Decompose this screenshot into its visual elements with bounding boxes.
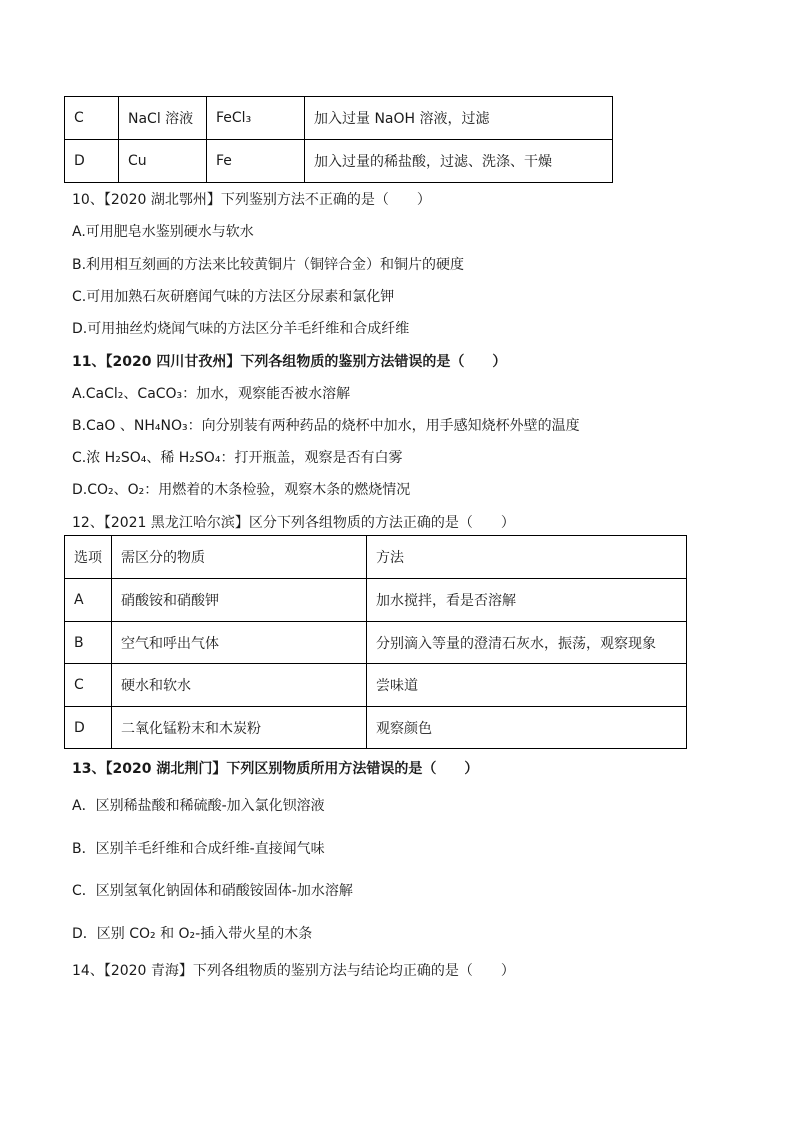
question-11-stem: 11、【2020 四川甘孜州】下列各组物质的鉴别方法错误的是（ ） [72,354,507,370]
question-10-stem: 10、【2020 湖北鄂州】下列鉴别方法不正确的是（ ） [72,192,431,208]
question-11-option-d: D.CO₂、O₂：用燃着的木条检验，观察木条的燃烧情况 [72,482,411,498]
table-cell: FeCl₃ [207,97,305,140]
table-cell: 空气和呼出气体 [112,622,367,664]
question-10-option-b: B.利用相互刻画的方法来比较黄铜片（铜锌合金）和铜片的硬度 [72,257,465,273]
table-cell: Cu [119,140,207,183]
table-cell: 观察颜色 [367,707,687,749]
table-header: 需区分的物质 [112,536,367,579]
question-11-option-b: B.CaO 、NH₄NO₃：向分别装有两种药品的烧杯中加水，用手感知烧杯外壁的温度 [72,418,580,434]
question-11-option-c: C.浓 H₂SO₄、稀 H₂SO₄：打开瓶盖，观察是否有白雾 [72,450,403,466]
table-cell: B [65,622,112,664]
table-header-row [65,536,687,579]
question-13-stem: 13、【2020 湖北荆门】下列区别物质所用方法错误的是（ ） [72,761,479,777]
table-row [65,622,687,664]
question-13-option-a: A．区别稀盐酸和稀硫酸-加入氯化钡溶液 [72,798,325,814]
table-cell: C [65,664,112,707]
table-q9-continued [64,96,613,183]
question-10-option-a: A.可用肥皂水鉴别硬水与软水 [72,224,254,240]
table-cell: 加入过量 NaOH 溶液，过滤 [305,97,613,140]
question-12-stem: 12、【2021 黑龙江哈尔滨】区分下列各组物质的方法正确的是（ ） [72,515,515,531]
table-row [65,97,613,140]
table-cell: NaCl 溶液 [119,97,207,140]
question-13-option-d: D．区别 CO₂ 和 O₂-插入带火星的木条 [72,926,313,942]
table-row [65,664,687,707]
table-cell: A [65,579,112,622]
question-14-stem: 14、【2020 青海】下列各组物质的鉴别方法与结论均正确的是（ ） [72,963,515,979]
table-cell: Fe [207,140,305,183]
table-row [65,579,687,622]
question-13-option-c: C．区别氢氧化钠固体和硝酸铵固体-加水溶解 [72,883,353,899]
question-11-option-a: A.CaCl₂、CaCO₃：加水，观察能否被水溶解 [72,386,351,402]
table-cell: 分别滴入等量的澄清石灰水，振荡，观察现象 [367,622,687,664]
table-header: 选项 [65,536,112,579]
table-cell: 二氧化锰粉末和木炭粉 [112,707,367,749]
question-13-option-b: B．区别羊毛纤维和合成纤维-直接闻气味 [72,841,325,857]
table-cell: C [65,97,119,140]
table-cell: 硝酸铵和硝酸钾 [112,579,367,622]
table-q12 [64,535,687,749]
table-cell: D [65,140,119,183]
question-10-option-c: C.可用加熟石灰研磨闻气味的方法区分尿素和氯化钾 [72,289,395,305]
question-10-option-d: D.可用抽丝灼烧闻气味的方法区分羊毛纤维和合成纤维 [72,321,410,337]
table-cell: 硬水和软水 [112,664,367,707]
table-cell: D [65,707,112,749]
table-row [65,707,687,749]
table-cell: 加水搅拌，看是否溶解 [367,579,687,622]
table-row [65,140,613,183]
table-cell: 加入过量的稀盐酸，过滤、洗涤、干燥 [305,140,613,183]
table-header: 方法 [367,536,687,579]
table-cell: 尝味道 [367,664,687,707]
